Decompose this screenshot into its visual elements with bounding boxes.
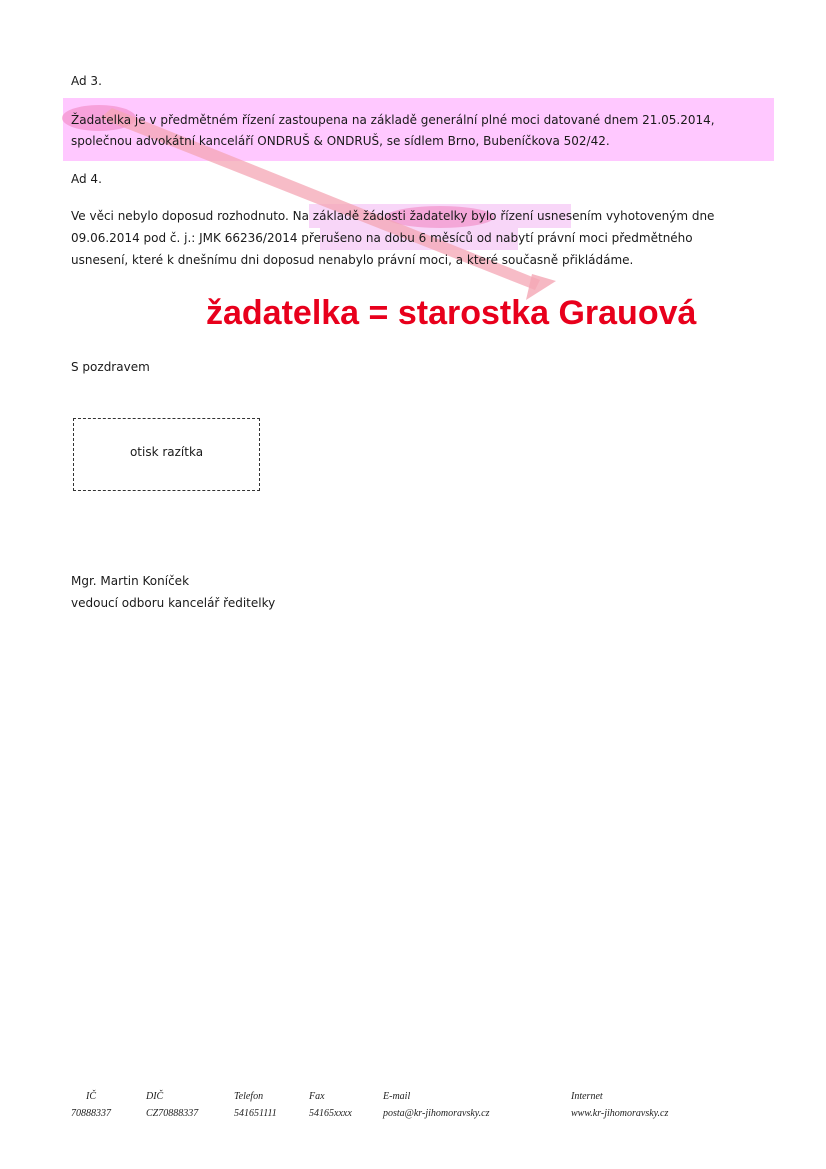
annotation-callout: žadatelka = starostka Grauová xyxy=(206,294,697,332)
paragraph-ad3-line1: Žadatelka je v předmětném řízení zastoupena na základě generální plné moci datované dnem 21.05.2014, xyxy=(71,113,715,127)
footer-value-telefon: 541651111 xyxy=(234,1108,277,1119)
signer-title: vedoucí odboru kancelář ředitelky xyxy=(71,596,276,610)
paragraph-ad4-line1: Ve věci nebylo doposud rozhodnuto. Na základě žádosti žadatelky bylo řízení usnesením vyhotoveným dne xyxy=(71,209,715,223)
footer-value-ic: 70888337 xyxy=(71,1108,111,1119)
footer-label-dic: DIČ xyxy=(146,1091,164,1102)
stamp-placeholder xyxy=(73,418,260,491)
paragraph-ad3-line2: společnou advokátní kanceláří ONDRUŠ & ONDRUŠ, se sídlem Brno, Bubeníčkova 502/42. xyxy=(71,134,610,148)
paragraph-ad4-line3: usnesení, které k dnešnímu dni doposud nenabylo právní moci, a které současně přikládáme. xyxy=(71,253,634,267)
heading-ad3: Ad 3. xyxy=(71,74,102,88)
footer-label-internet: Internet xyxy=(571,1091,603,1102)
footer-value-fax: 54165xxxx xyxy=(309,1108,352,1119)
greeting: S pozdravem xyxy=(71,360,150,374)
footer-label-email: E-mail xyxy=(383,1091,411,1102)
footer-value-email[interactable]: posta@kr-jihomoravsky.cz xyxy=(383,1108,490,1119)
footer-label-fax: Fax xyxy=(309,1091,325,1102)
footer-value-dic: CZ70888337 xyxy=(146,1108,199,1119)
footer-value-internet[interactable]: www.kr-jihomoravsky.cz xyxy=(571,1108,669,1119)
paragraph-ad4-line2: 09.06.2014 pod č. j.: JMK 66236/2014 přerušeno na dobu 6 měsíců od nabytí právní moci předmětného xyxy=(71,231,693,245)
footer-label-telefon: Telefon xyxy=(234,1091,264,1102)
stamp-label: otisk razítka xyxy=(129,445,204,459)
heading-ad4: Ad 4. xyxy=(71,172,102,186)
signer-name: Mgr. Martin Koníček xyxy=(71,574,190,588)
footer-label-ic: IČ xyxy=(86,1091,96,1102)
